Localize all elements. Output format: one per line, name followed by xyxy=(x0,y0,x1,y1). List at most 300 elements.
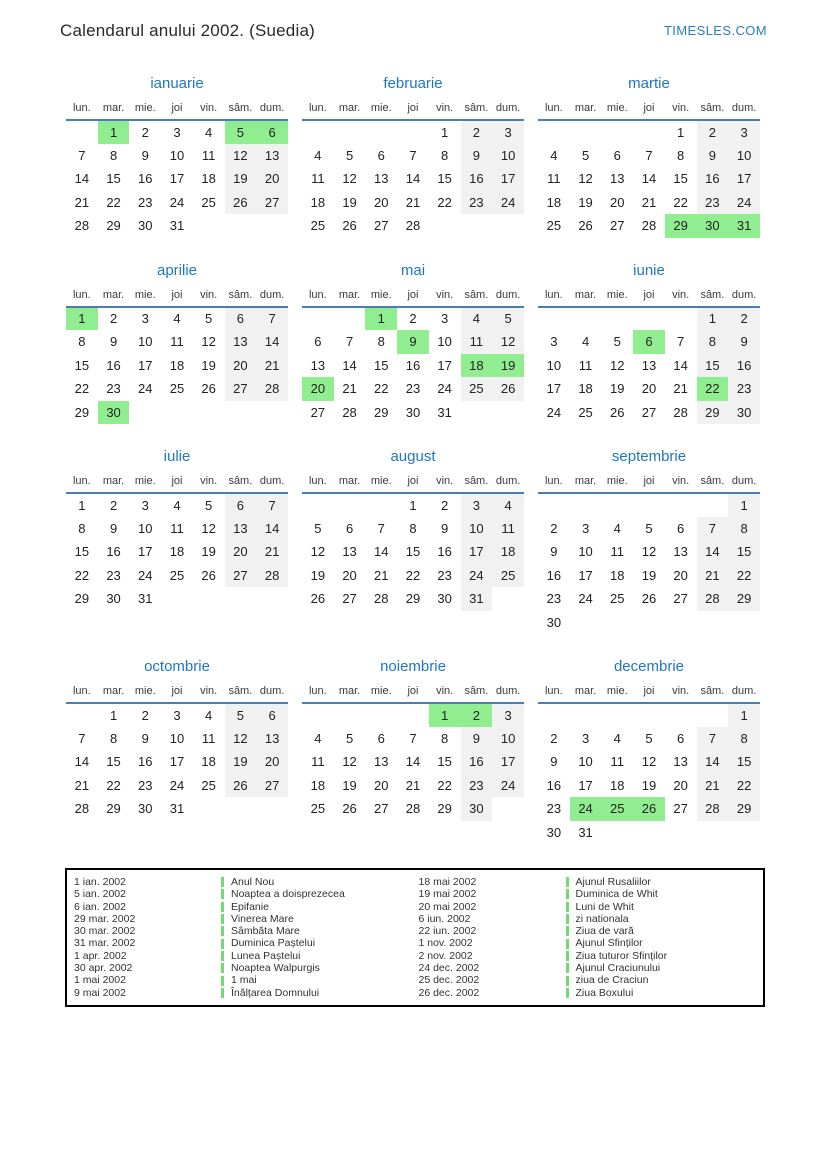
legend-entry xyxy=(419,987,764,999)
day-cell: 7 xyxy=(697,517,729,541)
day-cell: 28 xyxy=(342,404,357,420)
day-cell: 18 xyxy=(310,777,326,793)
week-row xyxy=(66,401,288,425)
day-cell: 27 xyxy=(256,191,288,215)
day-cell: 30 xyxy=(461,797,493,821)
day-cell: 2 xyxy=(141,707,149,723)
day-cell: 30 xyxy=(546,824,562,840)
day-cell: 4 xyxy=(613,520,621,536)
legend-entry xyxy=(419,888,764,900)
day-cell: 9 xyxy=(141,730,149,746)
weekday-header: lun. xyxy=(538,683,570,703)
legend-holiday-label: ziua de Craciun xyxy=(575,974,649,987)
month-table xyxy=(66,100,288,238)
day-cell: 23 xyxy=(546,591,562,607)
day-cell: 17 xyxy=(437,357,452,373)
legend-date: 2 nov. 2002 xyxy=(418,949,473,962)
legend-date: 24 dec. 2002 xyxy=(418,962,480,975)
day-cell: 16 xyxy=(546,777,562,793)
day-cell: 8 xyxy=(409,520,417,536)
weekday-header: mar. xyxy=(98,473,130,493)
weekday-header: lun. xyxy=(66,287,98,307)
week-row xyxy=(538,191,760,215)
day-cell: 8 xyxy=(697,330,729,354)
day-cell: 8 xyxy=(441,147,449,163)
weekday-header: mar. xyxy=(98,287,130,307)
day-cell: 21 xyxy=(374,567,389,583)
weekday-header: joi xyxy=(161,100,193,120)
week-row xyxy=(538,587,760,611)
legend-holiday-label: Ziua tuturor Sfinților xyxy=(575,949,668,962)
weekday-header: vin. xyxy=(429,683,461,703)
week-row xyxy=(538,774,760,798)
empty-cell xyxy=(665,493,697,517)
month-table xyxy=(66,683,288,821)
day-cell: 21 xyxy=(697,564,729,588)
week-row xyxy=(66,191,288,215)
day-cell: 24 xyxy=(728,191,760,215)
legend-holiday-label: 1 mai xyxy=(231,974,257,987)
day-cell: 19 xyxy=(201,544,216,560)
day-cell: 29 xyxy=(74,591,90,607)
week-row xyxy=(66,564,288,588)
week-row xyxy=(302,354,524,378)
empty-cell xyxy=(66,120,98,144)
empty-cell xyxy=(129,401,161,425)
day-cell: 14 xyxy=(256,517,288,541)
day-cell: 4 xyxy=(492,493,524,517)
weekday-header: mar. xyxy=(334,473,366,493)
day-cell: 16 xyxy=(405,357,421,373)
weekday-header: vin. xyxy=(193,683,225,703)
week-row xyxy=(66,774,288,798)
day-cell: 13 xyxy=(256,144,288,168)
day-cell: 10 xyxy=(578,754,593,770)
day-cell: 7 xyxy=(645,147,653,163)
holiday-marker-icon xyxy=(566,988,569,998)
day-cell: 10 xyxy=(138,334,153,350)
legend-entry xyxy=(74,937,419,949)
day-cell: 12 xyxy=(610,357,625,373)
day-cell: 7 xyxy=(256,493,288,517)
empty-cell xyxy=(334,703,366,727)
weekday-header: mie. xyxy=(129,473,161,493)
weekday-header: lun. xyxy=(66,683,98,703)
day-cell: 17 xyxy=(728,167,760,191)
weekday-header: mar. xyxy=(98,100,130,120)
legend-holiday-label: Ajunul Sfinților xyxy=(575,937,643,950)
day-cell: 30 xyxy=(138,218,153,234)
day-cell: 6 xyxy=(225,493,257,517)
day-cell: 16 xyxy=(546,567,562,583)
empty-cell xyxy=(492,587,524,611)
empty-cell xyxy=(256,797,288,821)
weekday-header: mie. xyxy=(365,683,397,703)
legend-date: 6 iun. 2002 xyxy=(418,912,471,925)
day-cell: 4 xyxy=(581,334,590,350)
empty-cell xyxy=(193,214,225,238)
day-cell: 14 xyxy=(697,750,729,774)
day-cell: 22 xyxy=(673,194,688,210)
weekday-header: lun. xyxy=(302,100,334,120)
day-cell: 7 xyxy=(78,730,86,746)
day-cell: 9 xyxy=(550,544,558,560)
day-cell: 1 xyxy=(441,124,449,140)
day-cell: 11 xyxy=(547,171,561,187)
day-cell: 14 xyxy=(342,357,357,373)
day-cell: 20 xyxy=(225,540,257,564)
day-cell: 25 xyxy=(610,591,625,607)
legend-name xyxy=(566,901,634,913)
week-row xyxy=(302,727,524,751)
day-cell: 14 xyxy=(405,754,421,770)
day-cell: 26 xyxy=(641,591,657,607)
holiday-marker-icon xyxy=(221,889,224,899)
week-row xyxy=(66,727,288,751)
day-cell: 24 xyxy=(546,404,562,420)
day-cell: 28 xyxy=(405,801,421,817)
week-row xyxy=(302,703,524,727)
month-table xyxy=(538,683,760,844)
week-row xyxy=(538,354,760,378)
holiday-marker-icon xyxy=(566,926,569,936)
day-cell: 17 xyxy=(578,567,593,583)
legend-entry xyxy=(74,901,419,913)
legend-entry xyxy=(419,901,764,913)
day-cell: 7 xyxy=(256,307,288,331)
weekday-header: dum. xyxy=(728,100,760,120)
day-cell: 24 xyxy=(437,381,452,397)
day-cell: 11 xyxy=(311,171,325,187)
legend-holiday-label: Sâmbăta Mare xyxy=(231,925,300,938)
day-cell: 1 xyxy=(697,307,729,331)
legend-name xyxy=(221,962,320,974)
day-cell: 28 xyxy=(697,797,729,821)
weekday-header: vin. xyxy=(193,100,225,120)
day-cell: 16 xyxy=(106,357,121,373)
day-cell: 13 xyxy=(641,357,657,373)
day-cell: 6 xyxy=(633,330,665,354)
empty-cell xyxy=(256,587,288,611)
month-table xyxy=(538,287,760,425)
day-cell: 27 xyxy=(374,218,389,234)
weekday-header: joi xyxy=(633,683,665,703)
legend-date: 1 apr. 2002 xyxy=(74,949,127,962)
weekday-header: lun. xyxy=(66,100,98,120)
weekday-header: lun. xyxy=(302,287,334,307)
weekday-header: vin. xyxy=(665,683,697,703)
legend-name xyxy=(566,876,651,888)
day-cell: 25 xyxy=(310,218,326,234)
day-cell: 30 xyxy=(728,401,760,425)
day-cell: 3 xyxy=(141,311,149,327)
day-cell: 12 xyxy=(492,330,524,354)
empty-cell xyxy=(193,401,225,425)
day-cell: 13 xyxy=(225,330,257,354)
day-cell: 2 xyxy=(550,730,558,746)
legend-holiday-label: Luni de Whit xyxy=(575,900,634,913)
day-cell: 30 xyxy=(98,401,130,425)
legend-holiday-label: Înălțarea Domnului xyxy=(231,986,320,999)
legend-holiday-label: Vinerea Mare xyxy=(231,912,294,925)
legend-holiday-label: Noaptea Walpurgis xyxy=(231,962,320,975)
day-cell: 28 xyxy=(641,218,657,234)
day-cell: 12 xyxy=(225,727,257,751)
day-cell: 20 xyxy=(374,194,389,210)
month-table xyxy=(66,473,288,611)
holiday-marker-icon xyxy=(566,976,569,986)
day-cell: 19 xyxy=(578,194,593,210)
day-cell: 29 xyxy=(665,214,697,238)
day-cell: 15 xyxy=(697,354,729,378)
empty-cell xyxy=(302,307,334,331)
day-cell: 9 xyxy=(697,144,729,168)
day-cell: 8 xyxy=(728,727,760,751)
month-table xyxy=(66,287,288,425)
day-cell: 21 xyxy=(697,774,729,798)
legend-name xyxy=(221,937,315,949)
weekday-header: mie. xyxy=(601,683,633,703)
day-cell: 18 xyxy=(546,194,562,210)
day-cell: 15 xyxy=(673,171,688,187)
holiday-marker-icon xyxy=(221,902,224,912)
month-ianuarie xyxy=(66,75,288,238)
day-cell: 23 xyxy=(138,194,153,210)
weekday-header: dum. xyxy=(492,100,524,120)
week-row xyxy=(538,727,760,751)
day-cell: 12 xyxy=(641,754,657,770)
day-cell: 12 xyxy=(310,544,326,560)
month-title: martie xyxy=(628,75,670,92)
empty-cell xyxy=(633,120,665,144)
day-cell: 15 xyxy=(437,754,452,770)
day-cell: 8 xyxy=(78,334,86,350)
month-title: ianuarie xyxy=(150,75,204,92)
day-cell: 27 xyxy=(342,591,357,607)
empty-cell xyxy=(570,611,602,635)
day-cell: 11 xyxy=(610,544,624,560)
week-row xyxy=(302,774,524,798)
day-cell: 24 xyxy=(578,591,593,607)
day-cell: 16 xyxy=(461,167,493,191)
day-cell: 21 xyxy=(673,381,688,397)
empty-cell xyxy=(161,401,193,425)
day-cell: 15 xyxy=(405,544,421,560)
day-cell: 11 xyxy=(610,754,624,770)
day-cell: 16 xyxy=(437,544,452,560)
day-cell: 19 xyxy=(225,750,257,774)
day-cell: 3 xyxy=(441,311,449,327)
months-grid xyxy=(66,75,760,844)
day-cell: 7 xyxy=(677,334,685,350)
week-row xyxy=(302,517,524,541)
legend-name xyxy=(566,950,668,962)
day-cell: 22 xyxy=(697,377,729,401)
week-row xyxy=(66,214,288,238)
month-martie xyxy=(538,75,760,238)
month-title: august xyxy=(390,448,436,465)
day-cell: 15 xyxy=(106,171,121,187)
week-row xyxy=(538,517,760,541)
legend-name xyxy=(221,974,257,986)
day-cell: 19 xyxy=(342,194,357,210)
day-cell: 31 xyxy=(138,591,153,607)
day-cell: 13 xyxy=(256,727,288,751)
weekday-header: dum. xyxy=(492,287,524,307)
day-cell: 23 xyxy=(106,567,121,583)
weekday-header: joi xyxy=(397,473,429,493)
day-cell: 12 xyxy=(641,544,657,560)
legend-name xyxy=(221,950,300,962)
empty-cell xyxy=(397,120,429,144)
day-cell: 18 xyxy=(310,194,326,210)
day-cell: 4 xyxy=(461,307,493,331)
day-cell: 29 xyxy=(697,401,729,425)
legend-date: 6 ian. 2002 xyxy=(74,900,126,913)
day-cell: 22 xyxy=(74,567,90,583)
month-iunie xyxy=(538,262,760,425)
empty-cell xyxy=(538,307,570,331)
day-cell: 4 xyxy=(173,311,181,327)
week-row xyxy=(302,330,524,354)
weekday-header: mar. xyxy=(98,683,130,703)
day-cell: 26 xyxy=(201,567,216,583)
legend-column-2 xyxy=(419,876,764,999)
day-cell: 5 xyxy=(645,730,653,746)
day-cell: 7 xyxy=(377,520,385,536)
day-cell: 7 xyxy=(345,334,354,350)
day-cell: 27 xyxy=(641,404,657,420)
empty-cell xyxy=(256,214,288,238)
legend-entry xyxy=(74,876,419,888)
day-cell: 8 xyxy=(677,147,685,163)
legend-entry xyxy=(419,950,764,962)
weekday-header: lun. xyxy=(302,473,334,493)
week-row xyxy=(538,330,760,354)
holiday-marker-icon xyxy=(566,939,569,949)
day-cell: 3 xyxy=(461,493,493,517)
empty-cell xyxy=(538,493,570,517)
legend-name xyxy=(221,901,269,913)
day-cell: 16 xyxy=(461,750,493,774)
day-cell: 2 xyxy=(409,311,417,327)
weekday-header: joi xyxy=(397,683,429,703)
day-cell: 25 xyxy=(461,377,493,401)
day-cell: 3 xyxy=(492,703,524,727)
legend-date: 29 mar. 2002 xyxy=(74,912,136,925)
empty-cell xyxy=(225,587,257,611)
day-cell: 27 xyxy=(673,591,688,607)
day-cell: 20 xyxy=(302,377,334,401)
day-cell: 18 xyxy=(492,540,524,564)
site-link[interactable]: TIMESLES.COM xyxy=(663,23,767,38)
holiday-marker-icon xyxy=(221,951,224,961)
day-cell: 10 xyxy=(461,517,493,541)
legend-name xyxy=(566,937,643,949)
weekday-header: sâm. xyxy=(461,683,493,703)
month-august xyxy=(302,448,524,611)
weekday-header: mie. xyxy=(129,287,161,307)
day-cell: 4 xyxy=(205,707,213,723)
day-cell: 25 xyxy=(310,801,326,817)
week-row xyxy=(538,821,760,845)
weekday-header: dum. xyxy=(256,100,288,120)
day-cell: 19 xyxy=(201,357,216,373)
day-cell: 25 xyxy=(546,218,562,234)
month-septembrie xyxy=(538,448,760,634)
week-row xyxy=(538,564,760,588)
day-cell: 4 xyxy=(205,124,213,140)
month-title: noiembrie xyxy=(380,658,446,675)
legend-entry xyxy=(74,987,419,999)
empty-cell xyxy=(665,703,697,727)
day-cell: 21 xyxy=(74,194,90,210)
month-table xyxy=(302,683,524,821)
day-cell: 6 xyxy=(314,334,322,350)
month-title: decembrie xyxy=(613,658,685,675)
day-cell: 18 xyxy=(169,357,185,373)
day-cell: 12 xyxy=(201,334,216,350)
day-cell: 1 xyxy=(78,497,86,513)
empty-cell xyxy=(570,703,602,727)
weekday-header: vin. xyxy=(665,100,697,120)
day-cell: 25 xyxy=(601,797,633,821)
day-cell: 5 xyxy=(225,120,257,144)
month-table xyxy=(302,287,524,425)
day-cell: 11 xyxy=(201,147,216,163)
day-cell: 10 xyxy=(578,544,593,560)
empty-cell xyxy=(601,611,633,635)
empty-cell xyxy=(365,120,397,144)
legend-date: 18 mai 2002 xyxy=(418,876,477,888)
day-cell: 13 xyxy=(374,171,389,187)
empty-cell xyxy=(633,703,665,727)
week-row xyxy=(66,167,288,191)
weekday-header: joi xyxy=(633,473,665,493)
week-row xyxy=(538,307,760,331)
day-cell: 11 xyxy=(170,334,184,350)
weekday-header: vin. xyxy=(429,100,461,120)
weekday-header: dum. xyxy=(728,683,760,703)
month-title: iunie xyxy=(633,261,665,279)
empty-cell xyxy=(697,821,729,845)
day-cell: 22 xyxy=(106,777,121,793)
day-cell: 7 xyxy=(697,727,729,751)
legend-entry xyxy=(74,974,419,986)
holiday-marker-icon xyxy=(566,902,569,912)
weekday-header: joi xyxy=(161,683,193,703)
day-cell: 29 xyxy=(728,797,760,821)
weekday-header: mie. xyxy=(365,287,397,307)
day-cell: 16 xyxy=(106,544,121,560)
day-cell: 2 xyxy=(550,520,558,536)
empty-cell xyxy=(665,307,697,331)
day-cell: 4 xyxy=(550,147,558,163)
day-cell: 7 xyxy=(409,147,417,163)
week-row xyxy=(302,750,524,774)
day-cell: 22 xyxy=(437,777,452,793)
weekday-header: vin. xyxy=(665,287,697,307)
day-cell: 11 xyxy=(492,517,524,541)
day-cell: 11 xyxy=(170,520,184,536)
empty-cell xyxy=(492,214,524,238)
week-row xyxy=(302,214,524,238)
legend-name xyxy=(566,925,634,937)
day-cell: 1 xyxy=(109,707,118,723)
weekday-header: mie. xyxy=(601,100,633,120)
month-title: octombrie xyxy=(144,658,210,675)
day-cell: 13 xyxy=(374,754,389,770)
